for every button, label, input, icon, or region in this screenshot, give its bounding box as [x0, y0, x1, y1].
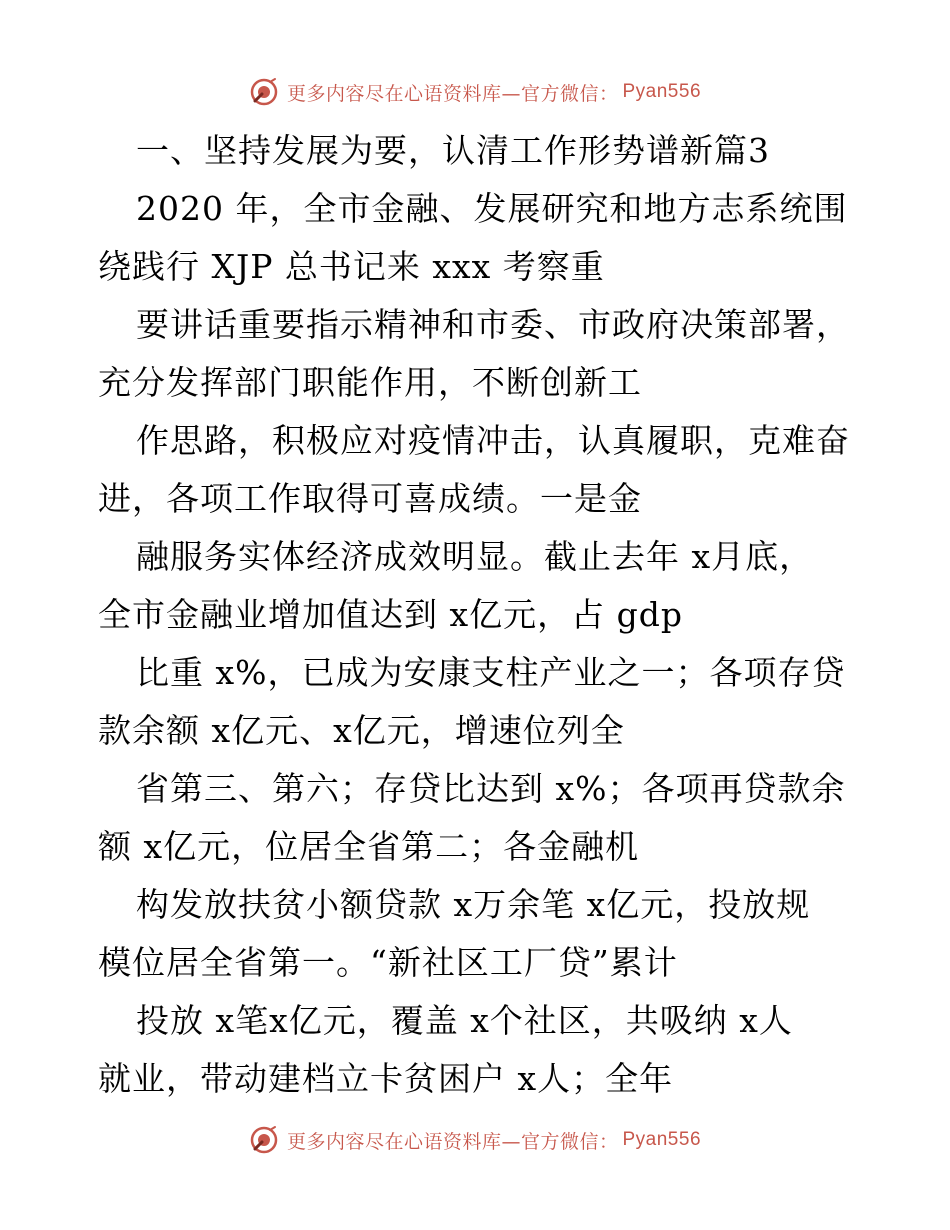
watermark-text: 更多内容尽在心语资料库—官方微信： [286, 82, 619, 105]
text-line: 额 x亿元，位居全省第二；各金融机 [98, 827, 640, 866]
text-line: 绕践行 XJP 总书记来 xxx 考察重 [98, 247, 605, 286]
footer-watermark [0, 1120, 950, 1160]
text-line: 全市金融业增加值达到 x亿元，占 gdp [98, 595, 683, 634]
text-line: 一、坚持发展为要，认清工作形势谱新篇3 [136, 131, 770, 170]
watermark-wechat-id: Pyan556 [622, 81, 702, 102]
text-line: 作思路，积极应对疫情冲击，认真履职，克难奋 [136, 421, 850, 460]
text-line: 进，各项工作取得可喜成绩。一是金 [98, 479, 642, 518]
text-line: 充分发挥部门职能作用，不断创新工 [98, 363, 642, 402]
brand-logo-icon [249, 1125, 279, 1155]
text-line: 2020 年，全市金融、发展研究和地方志系统围 [136, 189, 848, 228]
text-line: 省第三、第六；存贷比达到 x%；各项再贷款余 [136, 769, 846, 808]
text-line: 模位居全省第一。“新社区工厂贷”累计 [98, 943, 678, 982]
text-line: 构发放扶贫小额贷款 x万余笔 x亿元，投放规 [136, 885, 811, 924]
text-line: 投放 x笔x亿元，覆盖 x个社区，共吸纳 x人 [136, 1001, 793, 1040]
brand-logo-icon [249, 77, 279, 107]
watermark-wechat-id: Pyan556 [622, 1129, 702, 1150]
text-line: 就业，带动建档立卡贫困户 x人；全年 [98, 1059, 674, 1098]
document-body [98, 122, 858, 1108]
header-watermark [0, 72, 950, 112]
text-line: 融服务实体经济成效明显。截止去年 x月底， [136, 537, 814, 576]
text-line: 比重 x%，已成为安康支柱产业之一；各项存贷 [136, 653, 846, 692]
text-line: 款余额 x亿元、x亿元，增速位列全 [98, 711, 625, 750]
text-line: 要讲话重要指示精神和市委、市政府决策部署， [136, 305, 850, 344]
watermark-text: 更多内容尽在心语资料库—官方微信： [286, 1130, 619, 1153]
